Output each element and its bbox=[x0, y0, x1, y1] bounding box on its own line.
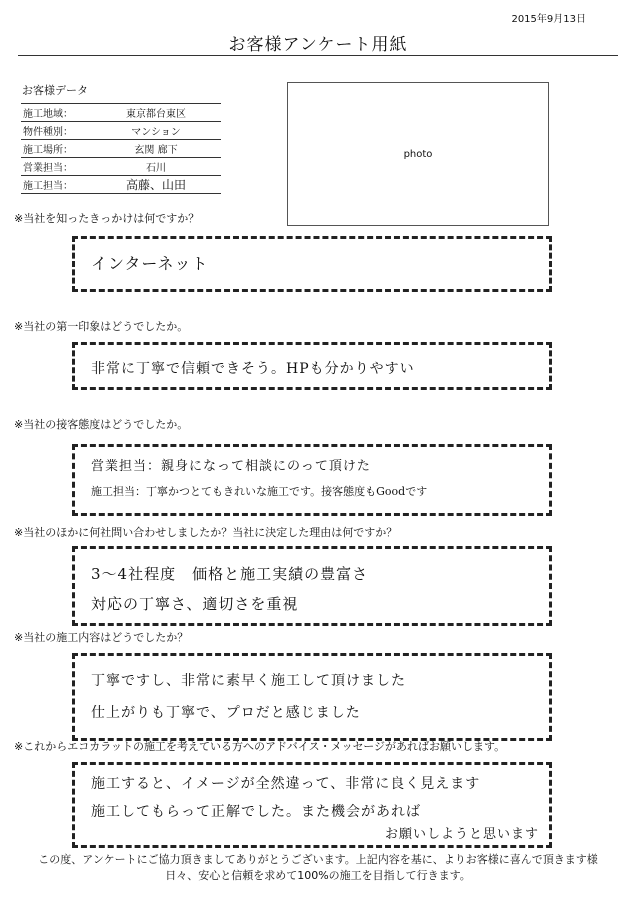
photo-label: photo bbox=[403, 148, 433, 160]
info-key: 施工担当： bbox=[23, 181, 73, 192]
question-text: ※これからエコカラットの施工を考えている方へのアドバイス・メッセージがあればお願いします。 bbox=[14, 740, 506, 753]
answer-line: 対応の丁寧さ、適切さを重視 bbox=[91, 595, 299, 613]
answer-box bbox=[72, 342, 552, 390]
title-divider bbox=[18, 55, 618, 56]
question-text: ※当社を知ったきっかけは何ですか？ bbox=[14, 212, 200, 225]
question-text: ※当社のほかに何社問い合わせしましたか？当社に決定した理由は何ですか？ bbox=[14, 526, 398, 539]
answer-line: 3〜4社程度 価格と施工実績の豊富さ bbox=[91, 565, 369, 583]
footer-line: この度、アンケートにご協力頂きましてありがとうございます。上記内容を基に、よりお客様に喜んで頂きます様 bbox=[38, 853, 598, 866]
answer-line: 営業担当：親身になって相談にのって頂けた bbox=[91, 459, 371, 474]
question-text: ※当社の接客態度はどうでしたか。 bbox=[14, 418, 189, 431]
answer-box bbox=[72, 236, 552, 292]
footer-message bbox=[0, 852, 636, 884]
info-row bbox=[21, 122, 221, 140]
info-value: マンション bbox=[131, 127, 181, 138]
answer-line: 非常に丁寧で信頼できそう。HPも分かりやすい bbox=[91, 361, 415, 377]
info-key: 営業担当： bbox=[23, 163, 73, 174]
info-value: 東京都台東区 bbox=[126, 109, 186, 120]
customer-data-label: お客様データ bbox=[22, 84, 88, 97]
customer-info-table bbox=[21, 103, 221, 194]
answer-box bbox=[72, 546, 552, 626]
question-text: ※当社の第一印象はどうでしたか。 bbox=[14, 320, 189, 333]
info-value: 玄関 廊下 bbox=[134, 145, 178, 156]
photo-placeholder bbox=[287, 82, 549, 226]
answer-line: 丁寧ですし、非常に素早く施工して頂けました bbox=[91, 673, 406, 689]
answer-line: 仕上がりも丁寧で、プロだと感じました bbox=[91, 705, 361, 721]
answer-box bbox=[72, 762, 552, 848]
answer-line: インターネット bbox=[91, 254, 209, 273]
page-title: お客様アンケート用紙 bbox=[228, 35, 408, 55]
info-key: 施工地域： bbox=[23, 109, 73, 120]
answer-line: 施工してもらって正解でした。また機会があれば bbox=[91, 804, 421, 820]
info-row bbox=[21, 140, 221, 158]
answer-box bbox=[72, 444, 552, 516]
survey-date: 2015年9月13日 bbox=[511, 14, 586, 25]
info-value: 高藤、山田 bbox=[125, 178, 186, 192]
answer-line: お願いしようと思います bbox=[385, 827, 540, 842]
question-text: ※当社の施工内容はどうでしたか？ bbox=[14, 631, 189, 644]
answer-line: 施工すると、イメージが全然違って、非常に良く見えます bbox=[91, 776, 481, 792]
answer-line: 施工担当：丁寧かつとてもきれいな施工です。接客態度もGoodです bbox=[91, 485, 428, 498]
info-value: 石川 bbox=[146, 163, 166, 174]
info-row bbox=[21, 104, 221, 122]
info-key: 物件種別： bbox=[23, 127, 73, 138]
footer-line: 日々、安心と信頼を求めて100%の施工を目指して行きます。 bbox=[165, 869, 471, 882]
info-key: 施工場所： bbox=[23, 145, 73, 156]
info-row bbox=[21, 176, 221, 194]
info-row bbox=[21, 158, 221, 176]
answer-box bbox=[72, 653, 552, 741]
